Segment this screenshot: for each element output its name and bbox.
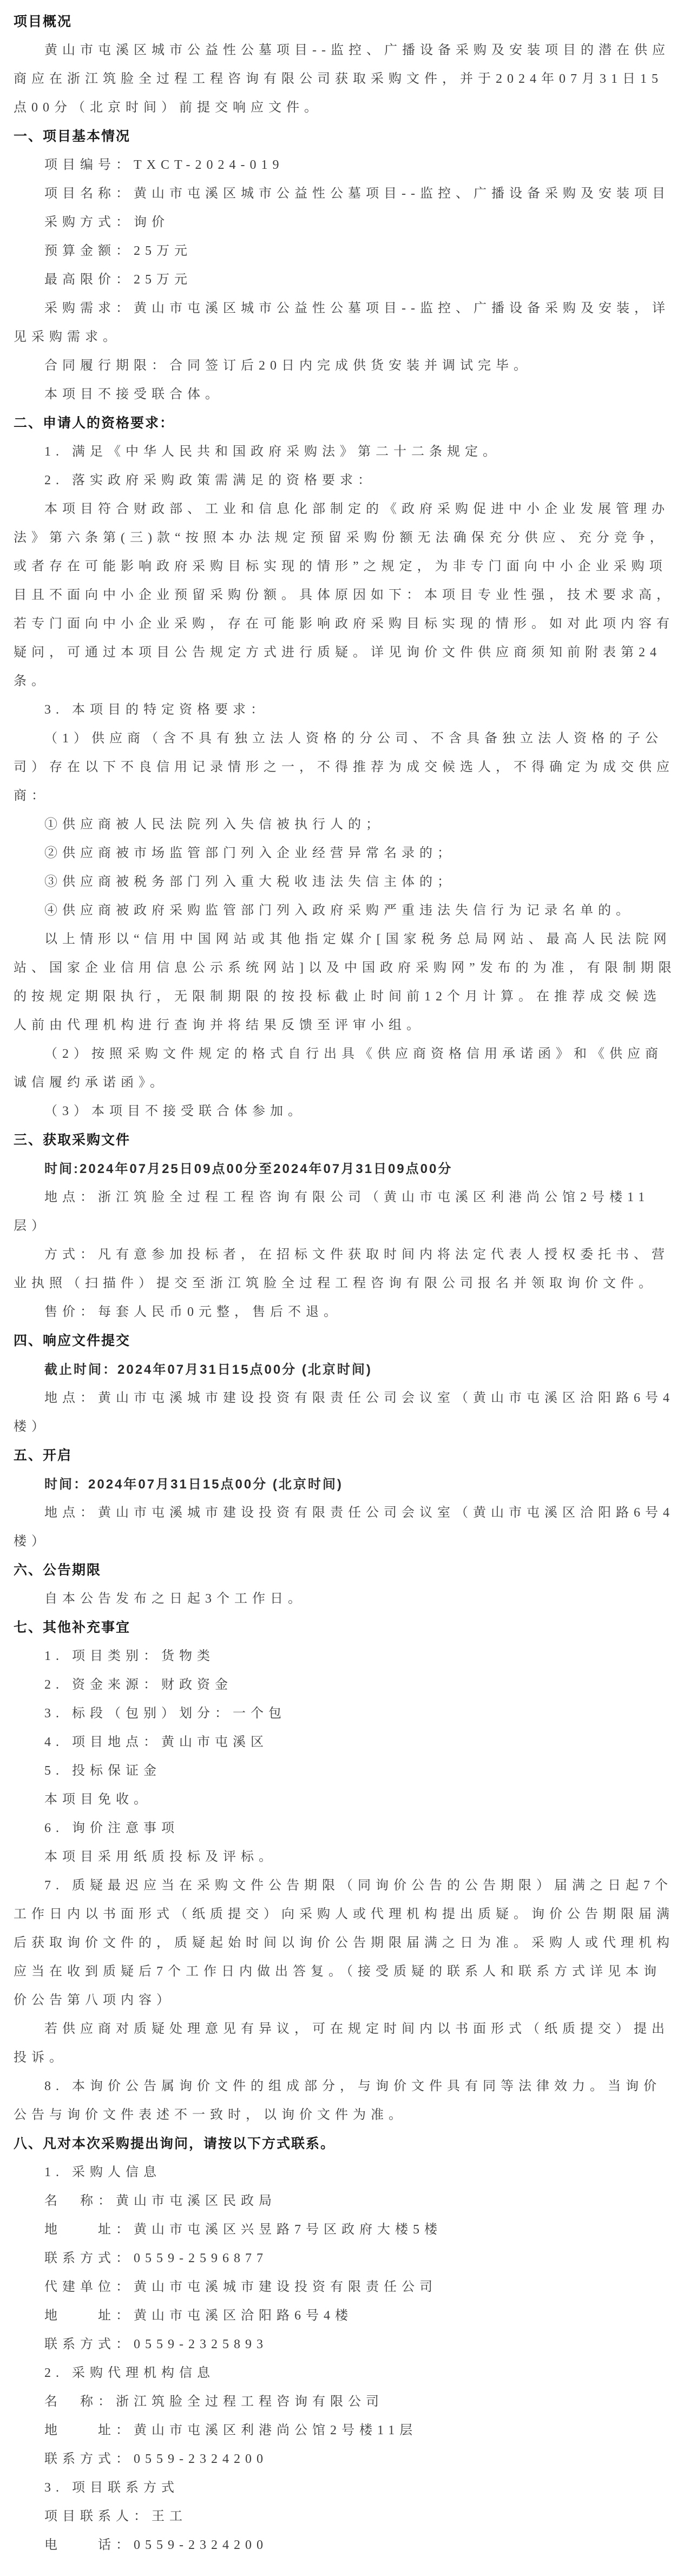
section-heading: 七、其他补充事宜 <box>14 1620 131 1635</box>
paragraph: 预算金额：25万元 <box>44 244 192 258</box>
section-heading: 八、凡对本次采购提出询问，请按以下方式联系。 <box>14 2136 336 2151</box>
paragraph: 1. 项目类别：货物类 <box>44 1649 215 1663</box>
section-heading: 一、项目基本情况 <box>14 129 131 144</box>
paragraph: 最高限价：25万元 <box>44 273 192 287</box>
paragraph: 地点：黄山市屯溪城市建设投资有限责任公司会议室（黄山市屯溪区洽阳路6号4楼） <box>14 1506 674 1549</box>
section-heading: 二、申请人的资格要求： <box>14 416 175 431</box>
paragraph: 名 称：浙江筑脸全过程工程咨询有限公司 <box>44 2395 384 2409</box>
paragraph: 地 址：黄山市屯溪区利港尚公馆2号楼11层 <box>44 2423 418 2437</box>
paragraph: 3. 本项目的特定资格要求： <box>44 703 268 717</box>
paragraph: 时间：2024年07月31日15点00分 (北京时间) <box>44 1477 343 1492</box>
paragraph: 电 话：0559-2324200 <box>44 2538 268 2552</box>
paragraph: 项目名称：黄山市屯溪区城市公益性公墓项目--监控、广播设备采购及安装项目 <box>44 187 670 201</box>
paragraph: 1. 采购人信息 <box>44 2165 161 2179</box>
paragraph: （3）本项目不接受联合体参加。 <box>44 1104 306 1118</box>
section-heading: 六、公告期限 <box>14 1563 102 1578</box>
paragraph: 采购方式：询价 <box>44 215 169 229</box>
paragraph: 2. 落实政府采购政策需满足的资格要求： <box>44 473 376 487</box>
paragraph: 自本公告发布之日起3个工作日。 <box>44 1592 306 1606</box>
paragraph: （2）按照采购文件规定的格式自行出具《供应商资格信用承诺函》和《供应商诚信履约承诺函》。 <box>14 1047 663 1090</box>
paragraph: 售价：每套人民币0元整，售后不退。 <box>44 1305 341 1319</box>
paragraph: 本项目符合财政部、工业和信息化部制定的《政府采购促进中小企业发展管理办法》第六条第(三)款“按照本办法规定预留采购份额无法确保充分供应、充分竞争，或者存在可能影响政府采购目标实现的情形”之规定，为非专门面向中小企业采购项目且不面向中小企业预留采购份额。具体原因如下：本项目专业性强，技术要求高，若专门面向中小企业采购，存在可能影响政府采购目标实现的情形。如对此项内容有疑问，可通过本项目公告规定方式进行质疑。详见询价文件供应商须知前附表第24条。 <box>14 502 674 688</box>
paragraph: 4. 项目地点：黄山市屯溪区 <box>44 1735 268 1749</box>
document-body <box>14 36 676 2560</box>
paragraph: 7. 质疑最迟应当在采购文件公告期限（同询价公告的公告期限）届满之日起7个工作日内以书面形式（纸质提交）向采购人或代理机构提出质疑。询价公告期限届满后获取询价文件的，质疑起始时间以询价公告期限届满之日为准。采购人或代理机构应当在收到质疑后7个工作日内做出答复。（接受质疑的联系人和联系方式详见本询价公告第八项内容） <box>14 1879 674 2007</box>
paragraph: 合同履行期限：合同签订后20日内完成供货安装并调试完毕。 <box>44 359 531 373</box>
paragraph: 以上情形以“信用中国网站或其他指定媒介[国家税务总局网站、最高人民法院网站、国家企业信用信息公示系统网站]以及中国政府采购网”发布的为准，有限制期限的按规定期限执行，无限制期限的按投标截止时间前12个月计算。在推荐成交候选人前由代理机构进行查询并将结果反馈至评审小组。 <box>14 932 676 1032</box>
paragraph: 联系方式：0559-2325893 <box>44 2337 268 2351</box>
paragraph: 若供应商对质疑处理意见有异议，可在规定时间内以书面形式（纸质提交）提出投诉。 <box>14 2022 669 2065</box>
page-title: 项目概况 <box>14 14 73 29</box>
paragraph: 6. 询价注意事项 <box>44 1821 179 1835</box>
paragraph: 代建单位：黄山市屯溪城市建设投资有限责任公司 <box>44 2280 437 2294</box>
paragraph: 地点：黄山市屯溪城市建设投资有限责任公司会议室（黄山市屯溪区洽阳路6号4楼） <box>14 1391 674 1434</box>
section-heading: 三、获取采购文件 <box>14 1132 131 1148</box>
paragraph: ④供应商被政府采购监管部门列入政府采购严重违法失信行为记录名单的。 <box>44 904 634 918</box>
paragraph: 1. 满足《中华人民共和国政府采购法》第二十二条规定。 <box>44 445 501 459</box>
paragraph: 8. 本询价公告属询价文件的组成部分，与询价文件具有同等法律效力。当询价公告与询价文件表述不一致时，以询价文件为准。 <box>14 2079 661 2122</box>
paragraph: 地 址：黄山市屯溪区洽阳路6号4楼 <box>44 2309 353 2323</box>
section-heading: 四、响应文件提交 <box>14 1333 131 1348</box>
paragraph: 地点：浙江筑脸全过程工程咨询有限公司（黄山市屯溪区利港尚公馆2号楼11层） <box>14 1190 650 1233</box>
paragraph: 本项目不接受联合体。 <box>44 387 223 401</box>
paragraph: 2. 资金来源：财政资金 <box>44 1678 233 1692</box>
section-heading: 五、开启 <box>14 1448 73 1463</box>
paragraph: 地 址：黄山市屯溪区兴昱路7号区政府大楼5楼 <box>44 2223 442 2237</box>
paragraph: 项目编号：TXCT-2024-019 <box>44 158 284 172</box>
paragraph: 2. 采购代理机构信息 <box>44 2366 215 2380</box>
paragraph: 联系方式：0559-2324200 <box>44 2452 268 2466</box>
paragraph: 3. 标段（包别）划分：一个包 <box>44 1707 286 1721</box>
paragraph: 本项目采用纸质投标及评标。 <box>44 1850 277 1864</box>
paragraph: 联系方式：0559-2596877 <box>44 2251 268 2265</box>
paragraph: 采购需求：黄山市屯溪区城市公益性公墓项目--监控、广播设备采购及安装，详见采购需求。 <box>14 301 670 344</box>
paragraph: 方式：凡有意参加投标者，在招标文件获取时间内将法定代表人授权委托书、营业执照（扫描件）提交至浙江筑脸全过程工程咨询有限公司报名并领取询价文件。 <box>14 1248 669 1290</box>
paragraph: 时间:2024年07月25日09点00分至2024年07月31日09点00分 <box>44 1162 453 1176</box>
paragraph: 项目联系人：王工 <box>44 2509 187 2524</box>
paragraph: ②供应商被市场监管部门列入企业经营异常名录的； <box>44 846 455 860</box>
paragraph: ③供应商被税务部门列入重大税收违法失信主体的； <box>44 875 455 889</box>
paragraph: 本项目免收。 <box>44 1793 152 1807</box>
paragraph: 5. 投标保证金 <box>44 1764 161 1778</box>
paragraph: 名 称：黄山市屯溪区民政局 <box>44 2194 277 2208</box>
paragraph: 截止时间：2024年07月31日15点00分 (北京时间) <box>44 1362 372 1377</box>
paragraph: （1）供应商（含不具有独立法人资格的分公司、不含具备独立法人资格的子公司）存在以下不良信用记录情形之一，不得推荐为成交候选人，不得确定为成交供应商： <box>14 732 674 803</box>
paragraph: 3. 项目联系方式 <box>44 2481 179 2495</box>
paragraph: 黄山市屯溪区城市公益性公墓项目--监控、广播设备采购及安装项目的潜在供应商应在浙江筑脸全过程工程咨询有限公司获取采购文件，并于2024年07月31日15点00分（北京时间）前提交响应文件。 <box>14 43 670 115</box>
paragraph: ①供应商被人民法院列入失信被执行人的； <box>44 818 384 832</box>
